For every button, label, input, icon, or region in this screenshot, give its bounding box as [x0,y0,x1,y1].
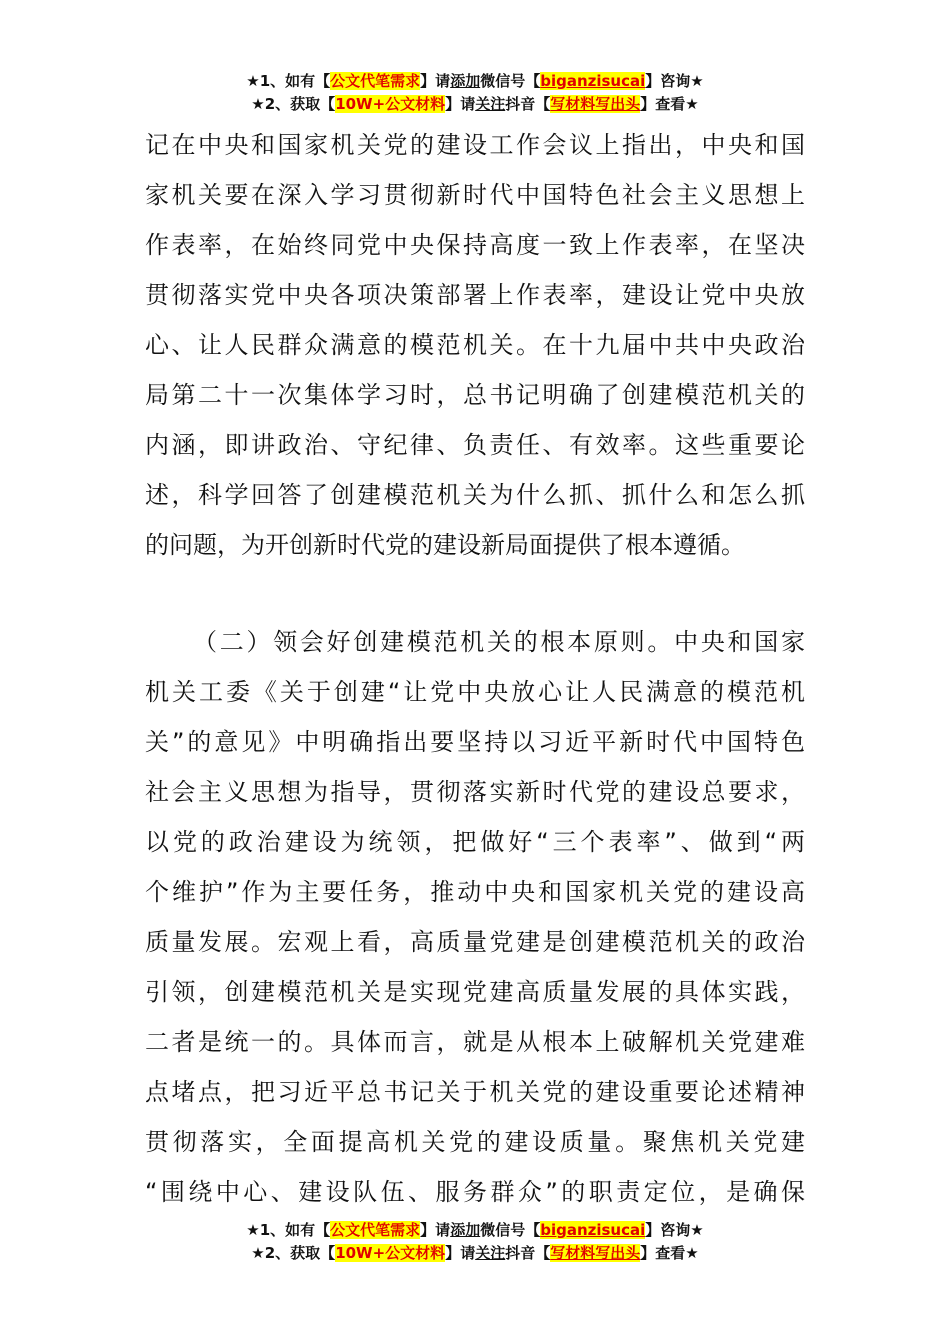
highlight-text: 公文代笔需求 [330,72,421,90]
footer-banner [0,1219,950,1265]
text-line: 心、让人民群众满意的模范机关。在十九届中共中央政治 [145,331,805,359]
douyin-account: 写材料写出头 [550,1244,641,1262]
underlined-text: 添加 [450,1221,481,1239]
banner-text: 】请 [445,95,476,113]
banner-line-1 [0,70,950,93]
text-line: 引领，创建模范机关是实现党建高质量发展的具体实践， [145,978,805,1006]
paragraph [145,617,805,1217]
banner-text: ★2、获取【 [251,95,336,113]
text-line: 二者是统一的。具体而言，就是从根本上破解机关党建难 [145,1028,805,1056]
banner-text: 】咨询★ [645,72,704,90]
banner-text: 抖音【 [505,1244,551,1262]
underlined-text: 添加 [450,72,481,90]
text-line: 作表率，在始终同党中央保持高度一致上作表率，在坚决 [145,231,805,259]
banner-text: 】请 [420,1221,451,1239]
banner-text: 】咨询★ [645,1221,704,1239]
banner-line-2 [0,1242,950,1265]
wechat-id: biganzisucai [540,72,646,90]
banner-text: 抖音【 [505,95,551,113]
highlight-text: 10W+公文材料 [335,95,446,113]
banner-text: 】请 [420,72,451,90]
paragraph-gap [145,570,805,617]
underlined-text: 关注 [475,1244,506,1262]
text-line: 的问题，为开创新时代党的建设新局面提供了根本遵循。 [145,531,745,559]
banner-text: ★1、如有【 [246,72,331,90]
header-banner [0,70,950,116]
banner-text: 】请 [445,1244,476,1262]
banner-text: 微信号【 [480,1221,541,1239]
douyin-account: 写材料写出头 [550,95,641,113]
text-line: 质量发展。宏观上看，高质量党建是创建模范机关的政治 [145,928,805,956]
text-line: 内涵，即讲政治、守纪律、负责任、有效率。这些重要论 [145,431,805,459]
wechat-id: biganzisucai [540,1221,646,1239]
text-line: 家机关要在深入学习贯彻新时代中国特色社会主义思想上 [145,181,805,209]
banner-text: 】查看★ [640,95,699,113]
text-line: 局第二十一次集体学习时，总书记明确了创建模范机关的 [145,381,805,409]
banner-text: ★1、如有【 [246,1221,331,1239]
highlight-text: 公文代笔需求 [330,1221,421,1239]
underlined-text: 关注 [475,95,506,113]
text-line: 记在中央和国家机关党的建设工作会议上指出，中央和国 [145,131,805,159]
text-line: 社会主义思想为指导，贯彻落实新时代党的建设总要求， [145,778,805,806]
banner-line-1 [0,1219,950,1242]
document-body [145,120,805,1217]
text-line: 述，科学回答了创建模范机关为什么抓、抓什么和怎么抓 [145,481,805,509]
text-line: 机关工委《关于创建“让党中央放心让人民满意的模范机 [145,678,805,706]
text-line: 以党的政治建设为统领，把做好“三个表率”、做到“两 [145,828,805,856]
paragraph [145,120,805,570]
banner-text: 微信号【 [480,72,541,90]
text-line: 个维护”作为主要任务，推动中央和国家机关党的建设高 [145,878,805,906]
text-line: “围绕中心、建设队伍、服务群众”的职责定位，是确保 [145,1178,805,1206]
banner-text: 】查看★ [640,1244,699,1262]
text-line: （二）领会好创建模范机关的根本原则。中央和国家 [193,628,805,656]
banner-text: ★2、获取【 [251,1244,336,1262]
banner-line-2 [0,93,950,116]
text-line: 关”的意见》中明确指出要坚持以习近平新时代中国特色 [145,728,805,756]
highlight-text: 10W+公文材料 [335,1244,446,1262]
text-line: 贯彻落实党中央各项决策部署上作表率，建设让党中央放 [145,281,805,309]
text-line: 点堵点，把习近平总书记关于机关党的建设重要论述精神 [145,1078,805,1106]
text-line: 贯彻落实，全面提高机关党的建设质量。聚焦机关党建 [145,1128,805,1156]
